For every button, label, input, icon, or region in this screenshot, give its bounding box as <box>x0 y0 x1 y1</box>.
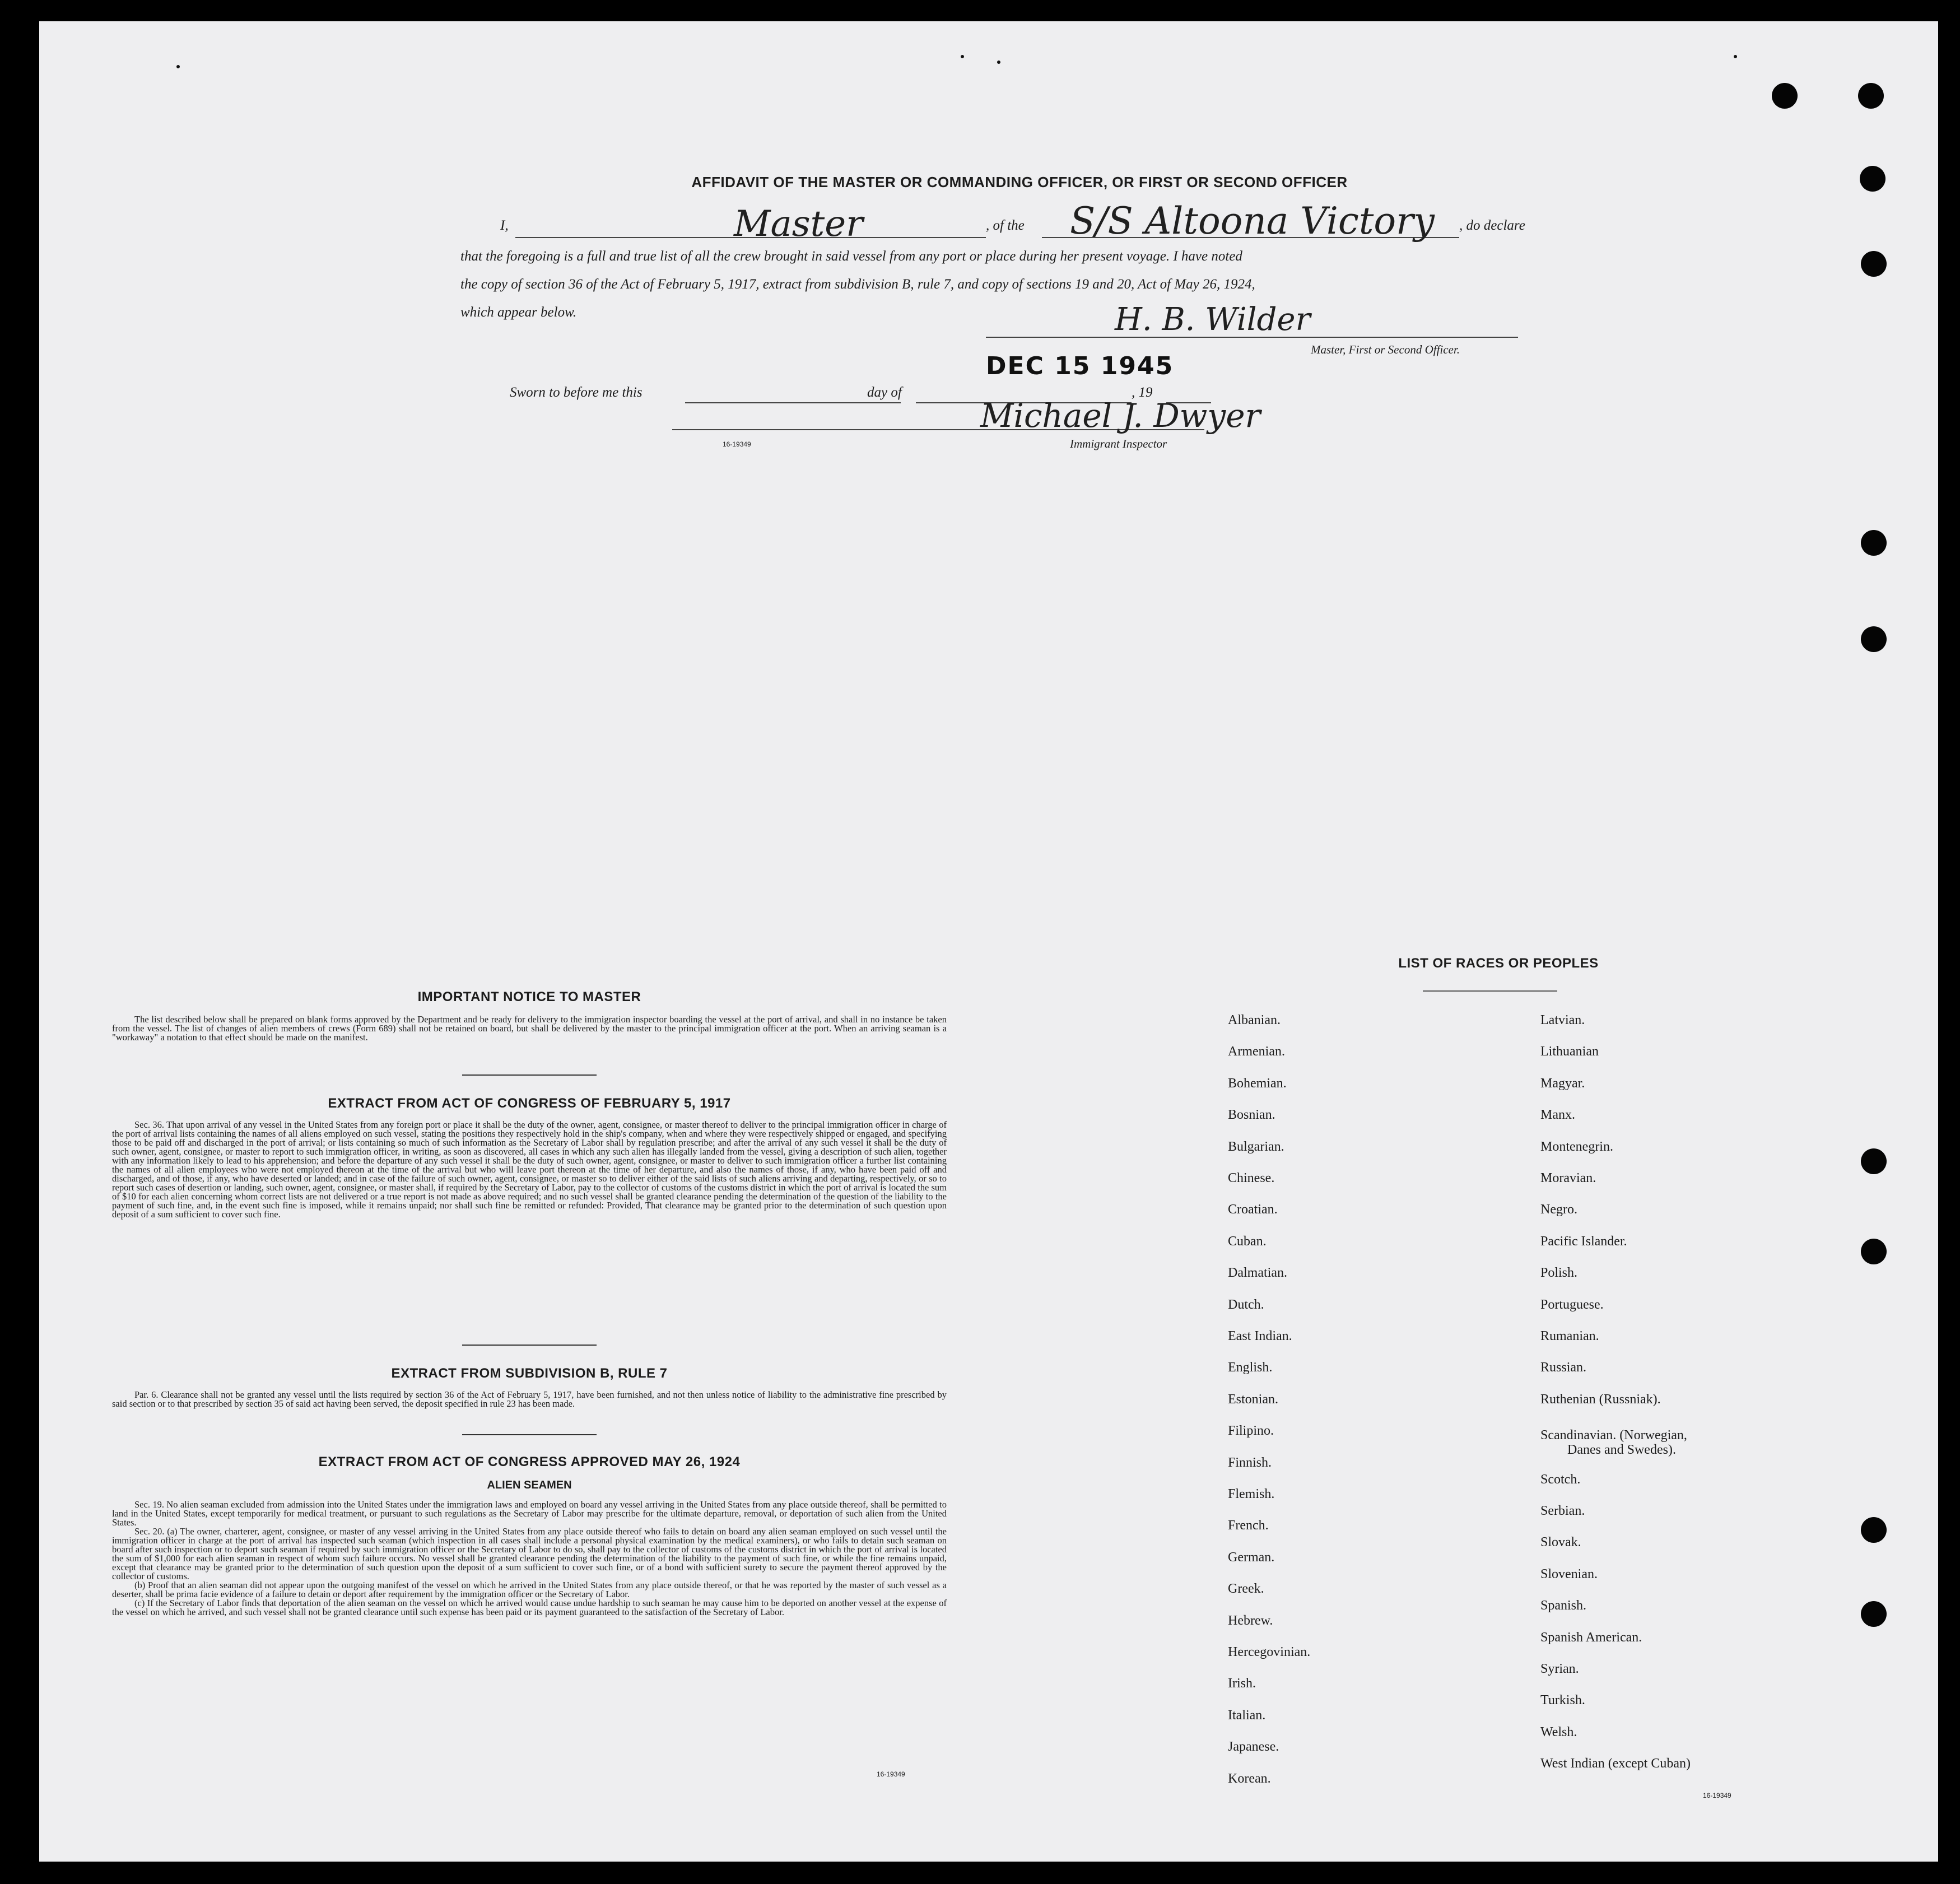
race-item: Rumanian. <box>1540 1329 1599 1343</box>
race-item: Japanese. <box>1228 1739 1279 1754</box>
races-divider <box>1423 990 1557 992</box>
race-item: Bosnian. <box>1228 1108 1275 1122</box>
race-item: Croatian. <box>1228 1202 1278 1217</box>
race-item: Spanish. <box>1540 1598 1587 1613</box>
inspector-signature: Michael J. Dwyer <box>980 397 1261 435</box>
binder-hole <box>1861 1601 1887 1627</box>
race-item: Moravian. <box>1540 1171 1596 1185</box>
binder-hole <box>1861 626 1887 652</box>
race-item: Manx. <box>1540 1108 1575 1122</box>
i-label: I, <box>500 218 509 233</box>
race-item: Scandinavian. (Norwegian, <box>1540 1428 1687 1443</box>
race-item: German. <box>1228 1550 1275 1565</box>
race-item: Magyar. <box>1540 1076 1585 1091</box>
notice-divider <box>462 1074 597 1076</box>
extract-1924-form-number: 16-19349 <box>877 1770 905 1778</box>
races-form-number: 16-19349 <box>1703 1792 1731 1799</box>
race-item: Portuguese. <box>1540 1297 1604 1312</box>
race-item: Turkish. <box>1540 1693 1585 1708</box>
race-item: Estonian. <box>1228 1392 1278 1407</box>
vessel-name-handwritten: S/S Altoona Victory <box>1070 199 1435 243</box>
race-item: East Indian. <box>1228 1329 1292 1343</box>
binder-hole <box>1861 251 1887 277</box>
race-item: Slovak. <box>1540 1535 1581 1550</box>
binder-hole <box>1861 1239 1887 1264</box>
race-item: Serbian. <box>1540 1504 1585 1518</box>
speck <box>1734 55 1737 58</box>
of-the-label: , of the <box>986 218 1025 233</box>
alien-seamen-subtitle: ALIEN SEAMEN <box>487 1479 572 1491</box>
race-item: Irish. <box>1228 1676 1256 1691</box>
race-item: Italian. <box>1228 1708 1266 1723</box>
race-item: Negro. <box>1540 1202 1577 1217</box>
officer-name-handwritten: Master <box>734 203 863 245</box>
extract-1924-body <box>112 1500 947 1617</box>
affidavit-form-number: 16-19349 <box>723 440 751 448</box>
day-of-label: day of <box>867 385 902 400</box>
sec-19-text: Sec. 19. No alien seaman excluded from admission into the United States under the immigration laws and employed on board any vessel arriving in the United States from any place outside thereof, shall be permitted to land in the United States, except temporarily for medical treatment, or pursuant to such regulations as the Secretary of Labor may prescribe for the ultimate departure, removal, or deportation of such alien from the United States. <box>112 1499 947 1528</box>
subdivision-b-title: EXTRACT FROM SUBDIVISION B, RULE 7 <box>391 1366 668 1381</box>
binder-hole <box>1861 530 1887 556</box>
master-caption: Master, First or Second Officer. <box>1311 343 1460 356</box>
race-item: Flemish. <box>1228 1487 1275 1501</box>
race-item: Dalmatian. <box>1228 1266 1287 1280</box>
year-prefix: , 19 <box>1132 385 1153 400</box>
binder-hole <box>1861 1148 1887 1174</box>
race-item: Bohemian. <box>1228 1076 1287 1091</box>
race-item: Armenian. <box>1228 1044 1285 1059</box>
race-item: Greek. <box>1228 1581 1264 1596</box>
notice-title: IMPORTANT NOTICE TO MASTER <box>417 989 641 1004</box>
race-item: Syrian. <box>1540 1662 1579 1676</box>
race-item: Welsh. <box>1540 1725 1577 1739</box>
race-item: Slovenian. <box>1540 1567 1598 1581</box>
race-item: Chinese. <box>1228 1171 1275 1185</box>
sec-20c-text: (c) If the Secretary of Labor finds that deportation of the alien seaman on the vessel on which he arrived would cause undue hardship to such seaman he may cause him to be deported on another vessel at the expense of the vessel on which he arrived, and such vessel shall not be granted clearance until such expense has been paid or its payment guaranteed to the satisfaction of the Secretary of Labor. <box>112 1598 947 1617</box>
race-item: French. <box>1228 1518 1269 1533</box>
do-declare-label: , do declare <box>1459 218 1525 233</box>
notice-body: The list described below shall be prepared on blank forms approved by the Department and be ready for delivery to the immigration inspector boarding the vessel at the port of arrival, and shall in no instance be taken from the vessel. The list of changes of alien members of crews (Form 689) shall not be retained on board, but shall be delivered by the master to the principal immigration officer at the port. When an arriving seaman is a "workaway" a notation to that effect should be made on the manifest. <box>112 1014 947 1043</box>
race-item: Spanish American. <box>1540 1630 1642 1645</box>
document-page <box>39 21 1938 1862</box>
race-item: Latvian. <box>1540 1013 1585 1027</box>
race-item: Bulgarian. <box>1228 1139 1284 1154</box>
race-item: Scotch. <box>1540 1472 1581 1487</box>
race-item: Montenegrin. <box>1540 1139 1613 1154</box>
binder-hole <box>1858 83 1884 109</box>
race-item: Lithuanian <box>1540 1044 1599 1059</box>
race-item: English. <box>1228 1360 1273 1375</box>
sec-20a-text: Sec. 20. (a) The owner, charterer, agent, consignee, or master of any vessel arriving in the United States from any place outside thereof who fails to detain on board any alien seaman employed on such vessel until the immigration officer in charge at the port of arrival has inspected such seaman (which inspection in all cases shall include a personal physical examination by the medical examiners), or who fails to detain such seaman on board after such inspection or to deport such seaman if required by such immigration officer or the Secretary of Labor to do so, shall pay to the collector of customs of the customs district in which the port of arrival is located the sum of $1,000 for each alien seaman in respect of whom such failure occurs. No vessel shall be granted clearance pending the determination of the liability to the payment of such fine, or while the fine remains unpaid, except that clearance may be granted prior to the determination of such question upon the deposit of a sum sufficient to cover such fine, or of a bond with sufficient surety to secure the payment thereof approved by the collector of customs. <box>112 1526 947 1581</box>
race-item: Polish. <box>1540 1266 1578 1280</box>
speck <box>961 55 964 58</box>
extract-1917-body: Sec. 36. That upon arrival of any vessel in the United States from any foreign port or place it shall be the duty of the owner, agent, consignee, or master thereof to deliver to the principal immigration officer in charge of the port of arrival lists containing the names of all aliens employed on such vessel, stating the positions they respectively hold in the ship's company, when and where they were respectively shipped or engaged, and specifying those to be paid off and discharged in the port of arrival; or lists containing so much of such information as the Secretary of Labor shall by regulation prescribe; and after the arrival of any such vessel it shall be the duty of such owner, agent, consignee, or master to report to such immigration officer, in writing, as soon as discovered, all cases in which any such alien has illegally landed from the vessel, giving a description of such alien, together with any information likely to lead to his apprehension; and before the departure of any such vessel it shall be the duty of such owner, agent, consignee, or master to deliver to such immigration officer a further list containing the names of all alien employees who were not employed thereon at the time of the arrival but who will leave port thereon at the time of her departure, and also the names of those, if any, who have been paid off and discharged, and of those, if any, who have deserted or landed; and in case of the failure of such owner, agent, consignee, or master so to deliver either of the said lists of such aliens arriving and departing, respectively, or so to report such cases of desertion or landing, such owner, agent, consignee, or master shall, if required by the Secretary of Labor, pay to the collector of customs of the customs district in which the port of arrival is located the sum of $10 for each alien concerning whom correct lists are not delivered or a true report is not made as above required; and no such vessel shall be granted clearance pending the determination of the question of the liability to the payment of such fine, and, in the event such fine is imposed, while it remains unpaid; nor shall such fine be remitted or refunded: Provided, That clearance may be granted prior to the determination of such question upon deposit of a sum sufficient to cover such fine. <box>112 1119 947 1220</box>
master-signature: H. B. Wilder <box>1115 301 1311 338</box>
race-item: Korean. <box>1228 1771 1271 1786</box>
extract-1917-divider <box>462 1345 597 1346</box>
race-item: Pacific Islander. <box>1540 1234 1627 1249</box>
sworn-prefix: Sworn to before me this <box>510 385 643 400</box>
race-item: Hercegovinian. <box>1228 1645 1311 1659</box>
affidavit-title: AFFIDAVIT OF THE MASTER OR COMMANDING OFFICER, OR FIRST OR SECOND OFFICER <box>691 174 1348 190</box>
race-item: Filipino. <box>1228 1424 1274 1438</box>
subdivision-b-divider <box>462 1434 597 1435</box>
binder-hole <box>1772 83 1798 109</box>
declaration-text: that the foregoing is a full and true list of all the crew brought in said vessel from any port or place during her present voyage. I have noted the copy of section 36 of the Act of February 5, 1917, extract from subdivision B, rule 7, and copy of sections 19 and 20, Act of May 26, 1924, which appear below. <box>460 249 1255 320</box>
extract-1917-title: EXTRACT FROM ACT OF CONGRESS OF FEBRUARY 5, 1917 <box>328 1096 731 1111</box>
race-item: Russian. <box>1540 1360 1587 1375</box>
inspector-caption: Immigrant Inspector <box>1070 437 1167 450</box>
extract-1924-title: EXTRACT FROM ACT OF CONGRESS APPROVED MAY 26, 1924 <box>318 1454 741 1469</box>
race-item: Cuban. <box>1228 1234 1267 1249</box>
sec-20b-text: (b) Proof that an alien seaman did not appear upon the outgoing manifest of the vessel on which he arrived in the United States from any place outside thereof, or that he was reported by the master of such vessel as a deserter, shall be prima facie evidence of a failure to detain or deport after requirement by the immigration officer or the Secretary of Labor. <box>112 1580 947 1599</box>
speck <box>997 61 1000 64</box>
binder-hole <box>1860 166 1885 192</box>
races-title: LIST OF RACES OR PEOPLES <box>1398 956 1599 971</box>
race-item: Danes and Swedes). <box>1567 1443 1676 1457</box>
race-item: Albanian. <box>1228 1013 1281 1027</box>
race-item: Finnish. <box>1228 1455 1272 1470</box>
race-item: Dutch. <box>1228 1297 1264 1312</box>
speck <box>176 65 180 68</box>
race-item: Hebrew. <box>1228 1613 1273 1628</box>
race-item: Ruthenian (Russniak). <box>1540 1392 1661 1407</box>
subdivision-b-body: Par. 6. Clearance shall not be granted any vessel until the lists required by section 36 of the Act of February 5, 1917, have been furnished, and not then unless notice of liability to the administrative fine prescribed by said section or to that prescribed by section 35 of said act having been served, the deposit specified in rule 23 has been made. <box>112 1389 947 1409</box>
binder-hole <box>1861 1517 1887 1543</box>
date-stamp: DEC 15 1945 <box>986 352 1174 380</box>
race-item: West Indian (except Cuban) <box>1540 1756 1691 1771</box>
